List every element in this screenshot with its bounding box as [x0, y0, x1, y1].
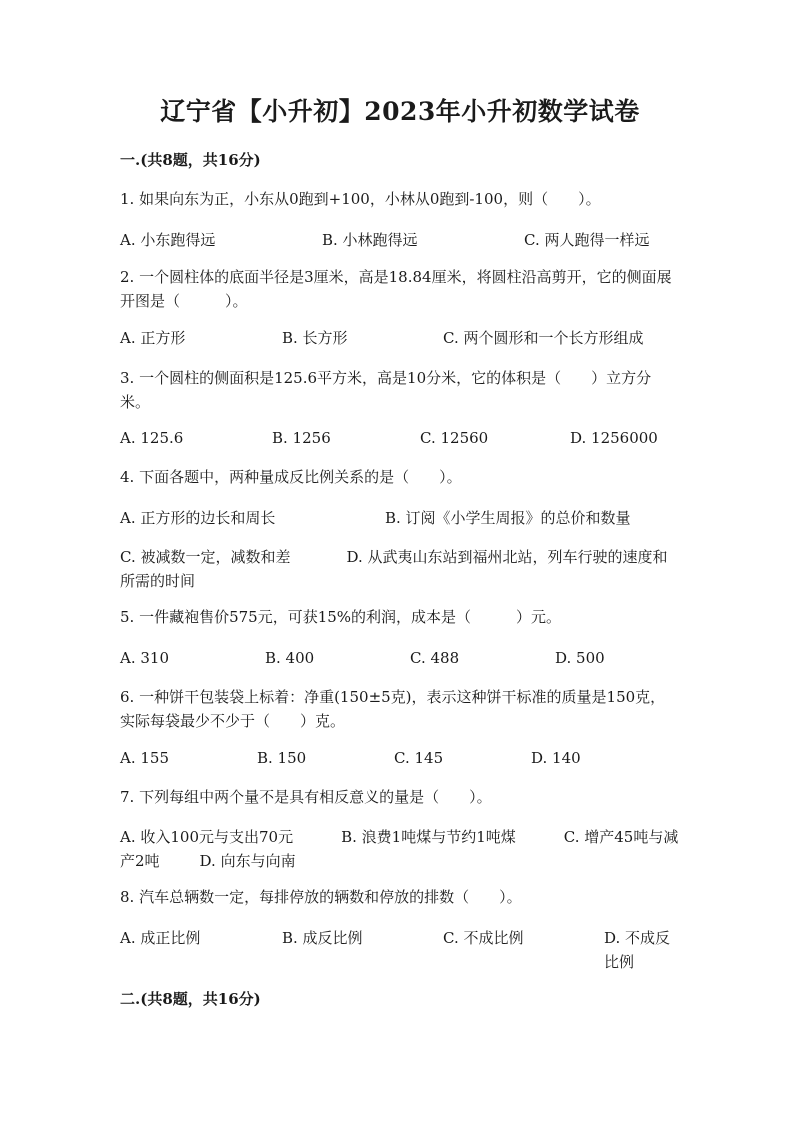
q3-option-a[interactable]: A. 125.6	[120, 429, 184, 447]
q2-option-c[interactable]: C. 两个圆形和一个长方形组成	[443, 329, 644, 347]
q3-option-d[interactable]: D. 1256000	[570, 429, 658, 447]
question-2: 2. 一个圆柱体的底面半径是3厘米，高是18.84厘米，将圆柱沿高剪开，它的侧面展开图是（ ）。	[120, 268, 672, 310]
q2-option-a[interactable]: A. 正方形	[120, 329, 186, 347]
q7-option-c[interactable]: C. 增产45吨与减产2吨	[120, 828, 679, 870]
q1-option-a[interactable]: A. 小东跑得远	[120, 231, 216, 249]
q6-option-a[interactable]: A. 155	[120, 749, 169, 767]
question-7: 7. 下列每组中两个量不是具有相反意义的量是（ ）。	[120, 788, 492, 806]
q7-option-b[interactable]: B. 浪费1吨煤与节约1吨煤	[341, 828, 516, 846]
q5-option-b[interactable]: B. 400	[265, 649, 315, 667]
question-4: 4. 下面各题中，两种量成反比例关系的是（ ）。	[120, 468, 462, 486]
section-heading-1: 一.(共8题，共16分)	[120, 151, 261, 169]
q8-option-c[interactable]: C. 不成比例	[443, 929, 524, 947]
q8-option-a[interactable]: A. 成正比例	[120, 929, 201, 947]
q4-option-d[interactable]: D. 从武夷山东站到福州北站，列车行驶的速度和所需的时间	[120, 548, 668, 590]
section-heading-2: 二.(共8题，共16分)	[120, 990, 261, 1008]
q6-option-c[interactable]: C. 145	[394, 749, 444, 767]
q5-option-d[interactable]: D. 500	[555, 649, 605, 667]
page-title: 辽宁省【小升初】2023年小升初数学试卷	[160, 97, 640, 126]
q5-option-a[interactable]: A. 310	[120, 649, 169, 667]
q2-option-b[interactable]: B. 长方形	[282, 329, 348, 347]
q7-options	[120, 825, 680, 873]
q8-option-d[interactable]: D. 不成反比例	[604, 929, 671, 971]
q1-option-c[interactable]: C. 两人跑得一样远	[524, 231, 650, 249]
question-6: 6. 一种饼干包装袋上标着：净重(150±5克)，表示这种饼干标准的质量是150克，实际每袋最少不少于（ ）克。	[120, 688, 666, 730]
q4-options-row-2	[120, 545, 680, 593]
question-8: 8. 汽车总辆数一定，每排停放的辆数和停放的排数（ ）。	[120, 888, 522, 906]
q3-option-b[interactable]: B. 1256	[272, 429, 331, 447]
q4-option-a[interactable]: A. 正方形的边长和周长	[120, 509, 276, 527]
question-5: 5. 一件藏袍售价575元，可获15%的利润，成本是（ ）元。	[120, 608, 562, 626]
q7-option-a[interactable]: A. 收入100元与支出70元	[120, 828, 294, 846]
question-3: 3. 一个圆柱的侧面积是125.6平方米，高是10分米，它的体积是（ ）立方分米。	[120, 369, 652, 411]
q1-option-b[interactable]: B. 小林跑得远	[322, 231, 418, 249]
q4-option-b[interactable]: B. 订阅《小学生周报》的总价和数量	[385, 509, 631, 527]
q5-option-c[interactable]: C. 488	[410, 649, 460, 667]
question-1: 1. 如果向东为正，小东从0跑到+100，小林从0跑到-100，则（ ）。	[120, 190, 601, 208]
q8-option-b[interactable]: B. 成反比例	[282, 929, 363, 947]
q7-option-d[interactable]: D. 向东与向南	[199, 852, 296, 870]
q3-option-c[interactable]: C. 12560	[420, 429, 489, 447]
q4-option-c[interactable]: C. 被减数一定，减数和差	[120, 548, 291, 566]
q6-option-d[interactable]: D. 140	[531, 749, 581, 767]
q6-option-b[interactable]: B. 150	[257, 749, 307, 767]
